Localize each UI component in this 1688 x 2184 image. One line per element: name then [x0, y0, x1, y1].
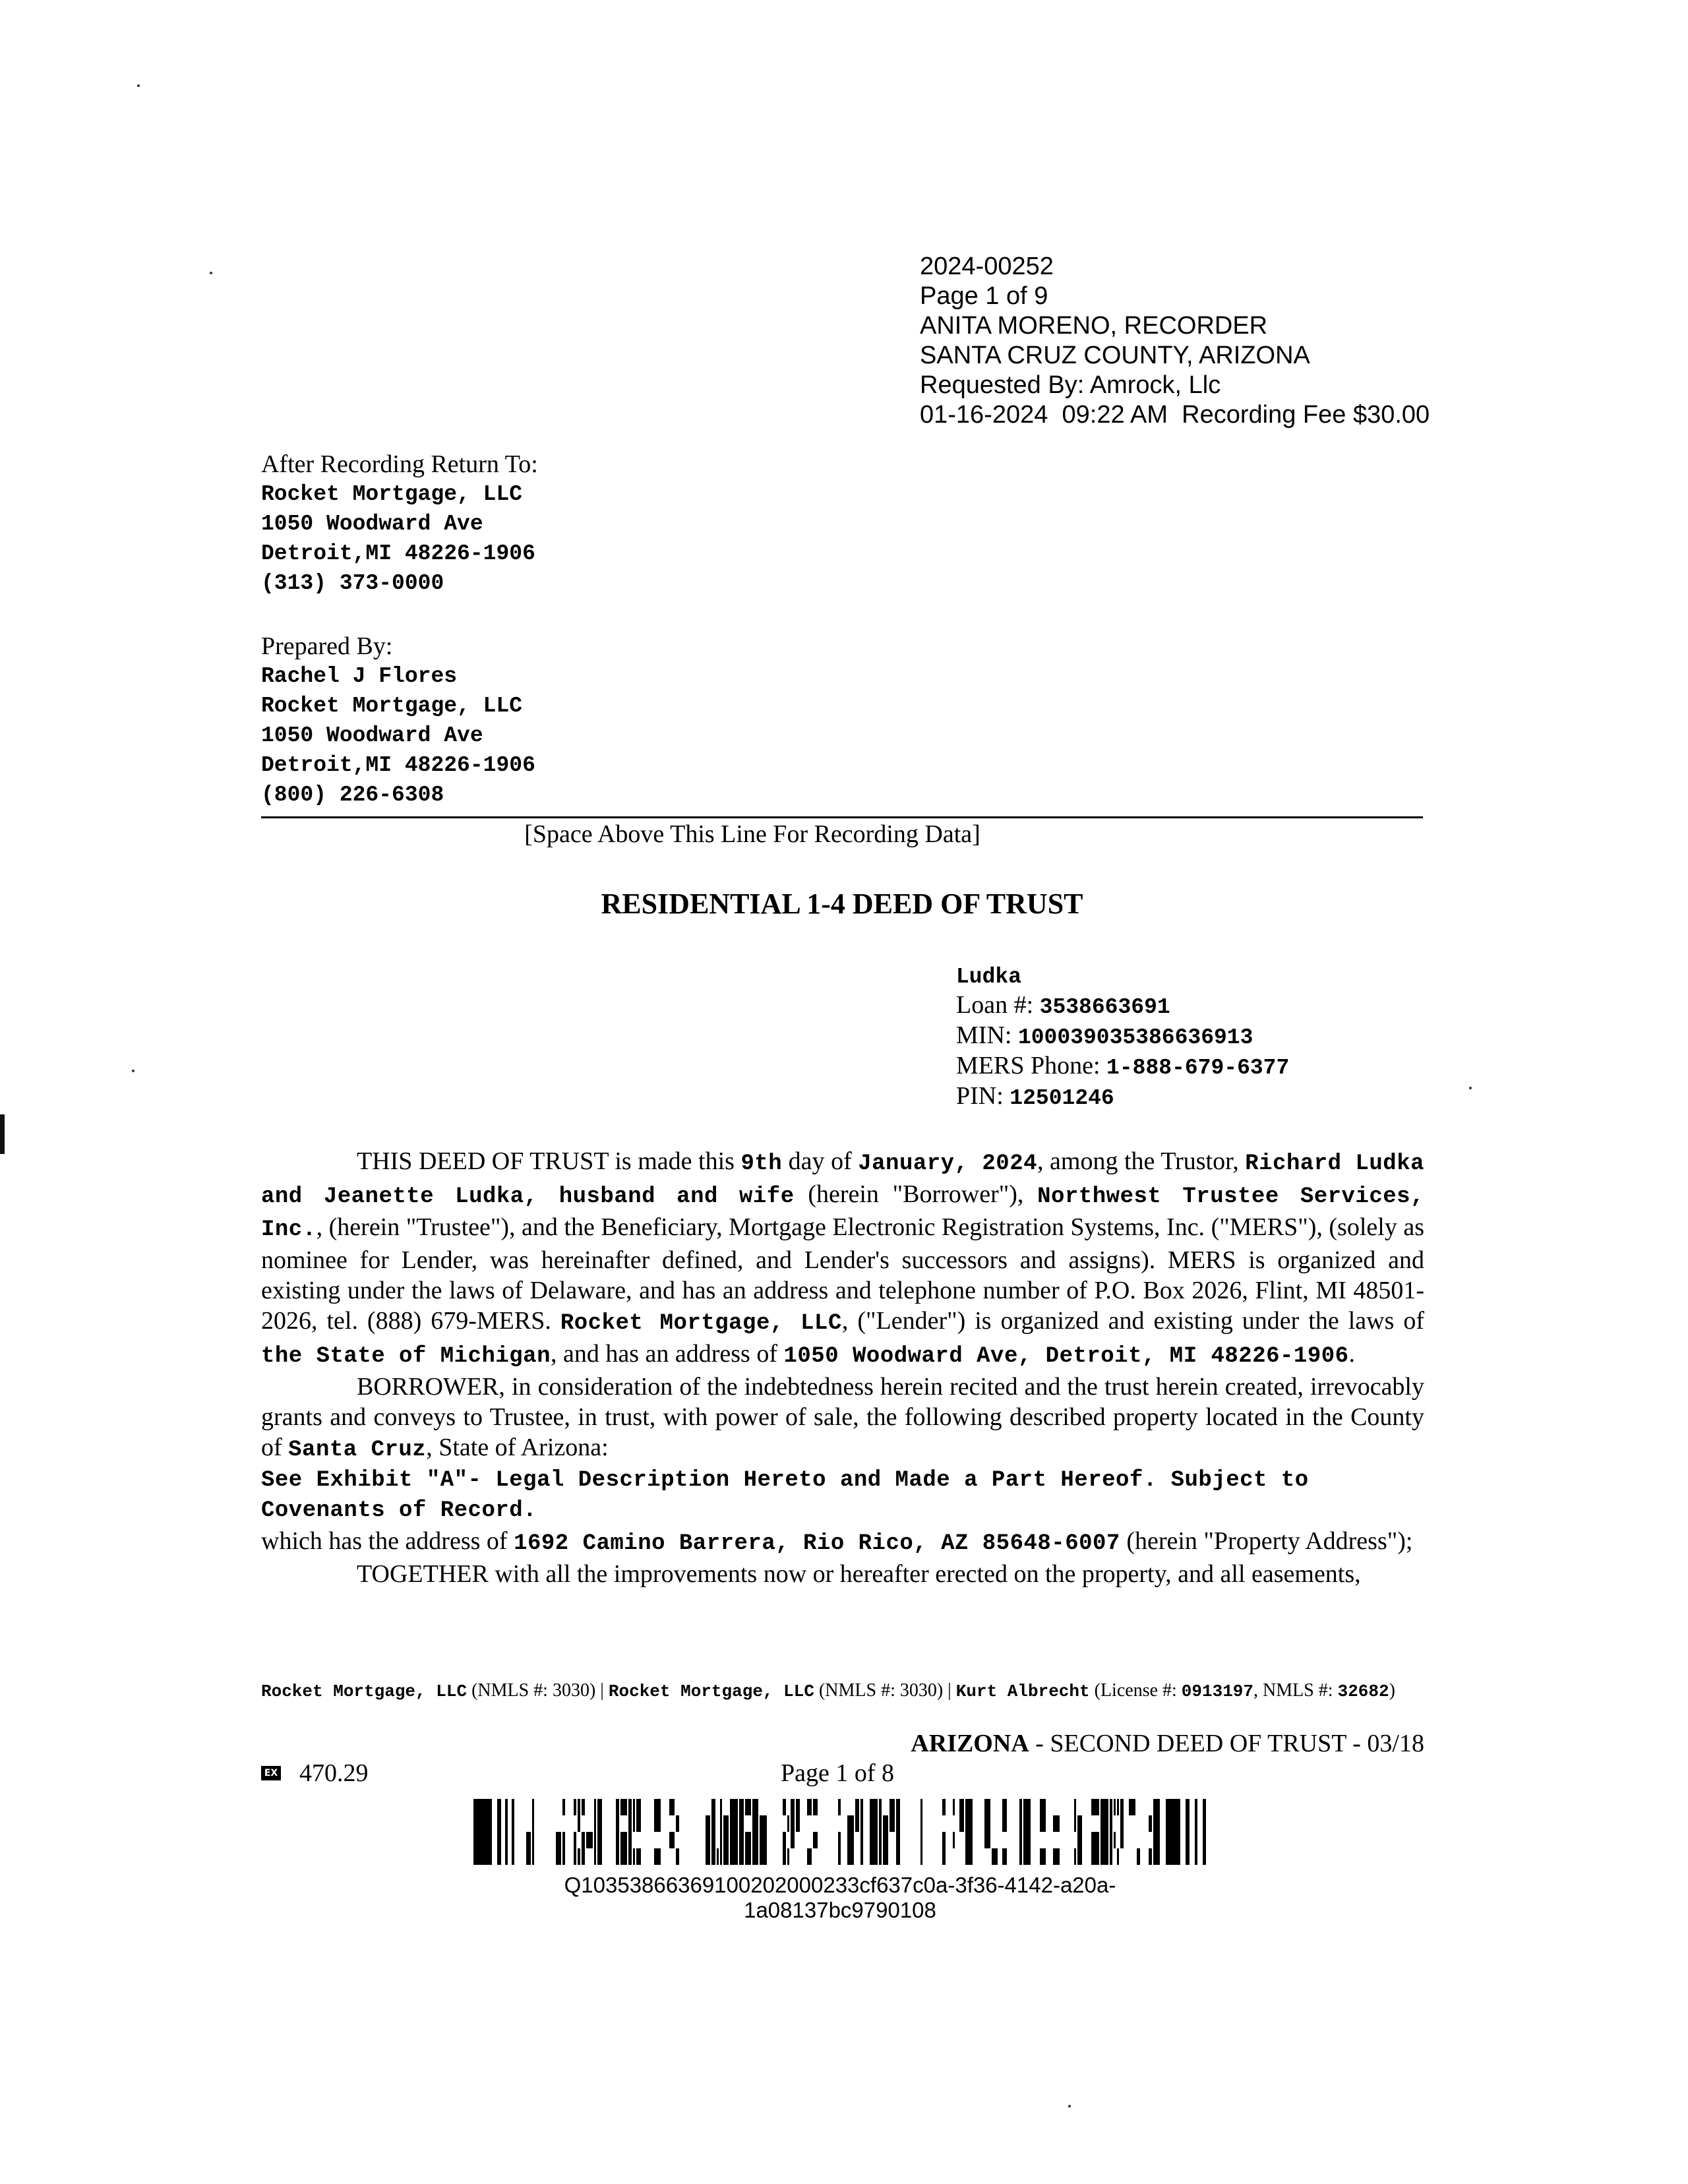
- barcode-bar: [889, 1815, 895, 1832]
- barcode-bar: [711, 1832, 715, 1848]
- barcode-bar: [1023, 1799, 1031, 1815]
- barcode-bar: [586, 1832, 593, 1848]
- lender-address: 1050 Woodward Ave, Detroit, MI 48226-1906: [783, 1344, 1349, 1369]
- barcode-bar: [896, 1848, 900, 1865]
- barcode-bar: [1077, 1832, 1082, 1848]
- barcode-bar: [562, 1799, 565, 1815]
- barcode-bar: [676, 1848, 679, 1865]
- trustee-name: Northwest Trustee Services, Inc.: [261, 1184, 1424, 1242]
- barcode-bar: [855, 1815, 859, 1832]
- barcode-bar: [920, 1815, 922, 1832]
- barcode-bar: [717, 1848, 719, 1865]
- scan-speck: [1469, 1087, 1472, 1089]
- pin-number: 12501246: [1010, 1086, 1114, 1110]
- barcode-bar: [1019, 1815, 1022, 1832]
- barcode-bar: [720, 1832, 722, 1848]
- barcode-bar: [1002, 1815, 1007, 1832]
- barcode-bar: [556, 1832, 561, 1848]
- property-address-paragraph: [261, 1526, 1424, 1559]
- barcode-bar: [1114, 1832, 1116, 1848]
- scan-speck: [137, 84, 140, 87]
- recorder-name: ANITA MORENO, RECORDER: [920, 312, 1268, 340]
- barcode-bar: [526, 1832, 531, 1848]
- barcode-bar: [838, 1832, 841, 1848]
- county-name: SANTA CRUZ COUNTY, ARIZONA: [920, 342, 1310, 369]
- body-text: , and has an address of: [550, 1340, 784, 1368]
- barcode-bar: [669, 1832, 675, 1848]
- barcode-bar: [791, 1799, 795, 1815]
- barcode-bar: [654, 1799, 661, 1815]
- barcode-bar: [813, 1799, 818, 1815]
- barcode-bar: [752, 1799, 758, 1815]
- footer-officer: Kurt Albrecht: [955, 1682, 1090, 1701]
- barcode-bar: [745, 1832, 751, 1848]
- barcode-bar: [616, 1832, 619, 1848]
- barcode-bar: [783, 1832, 786, 1848]
- prepared-by-line: (800) 226-6308: [261, 783, 444, 807]
- barcode-bar: [984, 1832, 990, 1848]
- barcode-bar: [1053, 1848, 1060, 1865]
- barcode-bar: [633, 1799, 635, 1815]
- footer-nmls-number: 32682: [1337, 1682, 1389, 1701]
- body-text: BORROWER, in consideration of the indebtedness herein recited and the trust herein created, irrevocably grants and conveys to Trustee, in trust, with power of sale, the following described property located in the County of: [261, 1373, 1424, 1461]
- barcode-bar: [965, 1832, 973, 1848]
- barcode-bar: [791, 1815, 795, 1832]
- barcode-bar: [870, 1799, 878, 1815]
- barcode-bar: [532, 1815, 534, 1832]
- barcode-bar: [562, 1832, 565, 1848]
- barcode-bar: [720, 1799, 722, 1815]
- barcode-bar: [620, 1848, 627, 1865]
- barcode-bar: [752, 1832, 758, 1848]
- barcode-bar: [984, 1799, 990, 1815]
- barcode-bar: [676, 1815, 679, 1832]
- barcode-bar: [739, 1815, 744, 1832]
- prepared-by-heading: Prepared By:: [261, 632, 393, 660]
- barcode-bar: [1040, 1848, 1046, 1865]
- barcode-bar: [1137, 1848, 1140, 1865]
- barcode-bar: [942, 1848, 946, 1865]
- barcode-bar: [1129, 1799, 1135, 1815]
- form-title: [911, 1729, 1424, 1758]
- doc-code-number: 470.29: [299, 1759, 369, 1787]
- return-to-line: 1050 Woodward Ave: [261, 512, 483, 536]
- barcode-bar: [920, 1832, 922, 1848]
- barcode-bar: [1153, 1815, 1160, 1832]
- barcode-bar: [711, 1848, 715, 1865]
- barcode-bar: [654, 1815, 661, 1832]
- body-text: , ("Lender") is organized and existing under the laws of: [841, 1307, 1424, 1335]
- prepared-by-line: 1050 Woodward Ave: [261, 723, 483, 748]
- body-text: (herein "Borrower"),: [794, 1180, 1038, 1208]
- min-label: MIN:: [956, 1021, 1012, 1049]
- barcode-bar: [959, 1799, 964, 1815]
- barcode-bar: [1019, 1832, 1022, 1848]
- barcode-bar: [1100, 1848, 1108, 1865]
- barcode-bar: [1195, 1799, 1197, 1865]
- prepared-by-line: Rocket Mortgage, LLC: [261, 694, 523, 718]
- barcode-bar: [574, 1848, 576, 1865]
- document-title: RESIDENTIAL 1-4 DEED OF TRUST: [601, 888, 1083, 920]
- barcode-bar: [739, 1799, 744, 1815]
- lender-name: Rocket Mortgage, LLC: [560, 1311, 842, 1336]
- body-text: , (herein "Trustee"), and the Beneficiary, Mortgage Electronic Registration Systems, Inc. ("MERS"), (solely as nominee for Lender, was hereinafter defined, and Lender's successors and assigns). MERS is organized and existing under the laws of Delaware, and has an address and telephone number of P.O. Box 2026, Flint, MI 48501-2026, tel. (888) 679-MERS.: [261, 1213, 1424, 1335]
- footer-nmls: , NMLS #:: [1253, 1680, 1338, 1701]
- barcode-bar: [760, 1832, 767, 1848]
- barcode-bar: [616, 1848, 619, 1865]
- barcode-bar: [594, 1832, 596, 1848]
- barcode-bar: [628, 1832, 632, 1848]
- scan-speck: [210, 272, 212, 274]
- form-name: - SECOND DEED OF TRUST - 03/18: [1029, 1730, 1424, 1757]
- barcode-bar: [730, 1799, 738, 1815]
- return-to-line: Rocket Mortgage, LLC: [261, 482, 523, 506]
- barcode-bar: [896, 1799, 900, 1815]
- barcode-bar: [847, 1832, 854, 1848]
- barcode-bar: [1120, 1815, 1124, 1832]
- barcode-bar: [992, 1848, 998, 1865]
- barcode-bar: [1053, 1815, 1060, 1832]
- barcode-bar: [813, 1832, 818, 1848]
- barcode-bar: [1040, 1815, 1046, 1832]
- barcode-bar: [574, 1799, 576, 1815]
- barcode-bar: [633, 1848, 635, 1865]
- barcode-bar: [870, 1848, 878, 1865]
- barcode-bar: [883, 1815, 888, 1832]
- barcode-bar: [706, 1832, 710, 1848]
- barcode-bar: [860, 1848, 863, 1865]
- barcode-bar: [1040, 1799, 1046, 1815]
- barcode-bar: [636, 1815, 641, 1832]
- barcode-bar: [870, 1832, 878, 1848]
- barcode-bar: [1074, 1799, 1076, 1815]
- barcode-bar: [760, 1848, 767, 1865]
- body-text: , among the Trustor,: [1037, 1147, 1246, 1175]
- barcode-bar: [594, 1799, 596, 1815]
- barcode-bar: [1100, 1815, 1108, 1832]
- barcode-bar: [920, 1848, 922, 1865]
- barcode-bar: [578, 1799, 580, 1815]
- barcode-bar: [920, 1799, 922, 1815]
- together-paragraph: TOGETHER with all the improvements now or hereafter erected on the property, and all easements,: [357, 1560, 1361, 1588]
- barcode-bar: [597, 1848, 602, 1865]
- barcode-bar: [953, 1799, 955, 1815]
- barcode-bar: [896, 1815, 900, 1832]
- barcode-bar: [532, 1832, 534, 1848]
- legal-description: See Exhibit "A"- Legal Description Hereto and Made a Part Hereof. Subject to Covenants of Record.: [261, 1468, 1309, 1523]
- barcode-bar: [628, 1799, 632, 1815]
- barcode-bar: [711, 1799, 715, 1815]
- barcode-bar: [505, 1799, 508, 1865]
- barcode-bar: [1114, 1799, 1116, 1815]
- footer-nmls: (NMLS #: 3030) |: [467, 1680, 609, 1701]
- body-text: .: [1348, 1340, 1356, 1368]
- footer-close: ): [1389, 1680, 1395, 1701]
- barcode-bar: [1166, 1799, 1180, 1865]
- barcode-bar: [562, 1848, 565, 1865]
- barcode-bar: [473, 1799, 492, 1865]
- barcode-bar: [578, 1848, 580, 1865]
- barcode-bar: [745, 1799, 751, 1815]
- barcode-bar: [1153, 1848, 1160, 1865]
- barcode-bar: [739, 1848, 744, 1865]
- barcode-bar: [855, 1799, 859, 1815]
- barcode-bar: [578, 1815, 580, 1832]
- barcode-bar: [526, 1848, 531, 1865]
- barcode-bar: [1023, 1848, 1031, 1865]
- footer-license-number: 0913197: [1181, 1682, 1254, 1701]
- barcode-bar: [1023, 1815, 1031, 1832]
- document-code-icon: EX: [261, 1766, 281, 1780]
- recording-divider: [261, 816, 1423, 818]
- barcode-bar: [1110, 1799, 1112, 1815]
- barcode-bar: [860, 1832, 863, 1848]
- barcode-bar: [787, 1815, 789, 1832]
- barcode-bar: [532, 1799, 534, 1815]
- barcode-bar: [889, 1799, 895, 1815]
- body-text: day of: [782, 1147, 859, 1175]
- deed-body: [261, 1146, 1424, 1589]
- barcode-bar: [783, 1848, 786, 1865]
- barcode-bar: [616, 1799, 619, 1815]
- barcode-bar: [628, 1848, 632, 1865]
- barcode-bar: [730, 1848, 738, 1865]
- barcode-text: Q10353866369100202000233cf637c0a-3f36-4142-a20a-1a08137bc9790108: [564, 1873, 1116, 1922]
- grant-paragraph: [261, 1372, 1424, 1465]
- barcode-bar: [669, 1799, 675, 1815]
- pin-row: [956, 1082, 1289, 1112]
- barcode-bar: [723, 1815, 729, 1832]
- barcode-bar: [616, 1815, 619, 1832]
- barcode-bar: [594, 1815, 596, 1832]
- barcode-bar: [796, 1815, 800, 1832]
- barcode-bar: [582, 1799, 585, 1815]
- barcode-bar: [723, 1848, 729, 1865]
- deed-date: January, 2024: [858, 1151, 1038, 1176]
- barcode-bar: [1074, 1848, 1076, 1865]
- doc-code: [261, 1759, 369, 1788]
- barcode-bar: [1110, 1848, 1112, 1865]
- return-to-line: Detroit,MI 48226-1906: [261, 541, 535, 566]
- barcode-bar: [597, 1832, 602, 1848]
- barcode-bar: [879, 1832, 882, 1848]
- barcode-bar: [620, 1799, 627, 1815]
- recording-caption: [Space Above This Line For Recording Data]: [524, 820, 980, 848]
- barcode-bar: [556, 1848, 561, 1865]
- barcode-bar: [752, 1848, 758, 1865]
- loan-number-row: [956, 991, 1289, 1021]
- footer-lender: Rocket Mortgage, LLC: [261, 1682, 467, 1701]
- barcode-bar: [870, 1815, 878, 1832]
- return-to-block: [261, 450, 538, 598]
- barcode-bar: [706, 1815, 710, 1832]
- barcode-bar: [860, 1815, 863, 1832]
- barcode-bar: [1117, 1799, 1119, 1815]
- barcode-bar: [1149, 1848, 1152, 1865]
- borrower-names: Richard Ludka and Jeanette Ludka, husband and wife: [261, 1151, 1425, 1209]
- body-text: THIS DEED OF TRUST is made this: [357, 1147, 741, 1175]
- footer-lender: Rocket Mortgage, LLC: [608, 1682, 814, 1701]
- barcode-bar: [1153, 1832, 1160, 1848]
- barcode-bar: [730, 1815, 738, 1832]
- barcode-bar: [959, 1815, 964, 1832]
- pin-label: PIN:: [956, 1082, 1004, 1110]
- barcode-bar: [1023, 1832, 1031, 1848]
- barcode-bar: [745, 1848, 751, 1865]
- barcode-bar: [965, 1815, 973, 1832]
- barcode-bar: [796, 1799, 800, 1815]
- property-address: 1692 Camino Barrera, Rio Rico, AZ 85648-6007: [514, 1531, 1120, 1556]
- barcode-bar: [942, 1799, 946, 1815]
- barcode-bar: [883, 1832, 888, 1848]
- prepared-by-line: Rachel J Flores: [261, 664, 458, 688]
- barcode-bar: [1019, 1799, 1022, 1815]
- barcode-bar: [1100, 1832, 1108, 1848]
- barcode-bar: [512, 1799, 514, 1865]
- body-text: , State of Arizona:: [426, 1434, 609, 1461]
- borrower-surname: Ludka: [956, 965, 1022, 989]
- barcode-bar: [1091, 1832, 1099, 1848]
- barcode-bar: [879, 1799, 882, 1815]
- barcode-bar: [730, 1832, 738, 1848]
- barcode-bar: [1077, 1815, 1082, 1832]
- barcode-bar: [597, 1799, 602, 1815]
- barcode-bar: [965, 1799, 973, 1815]
- barcode-bar: [1149, 1815, 1152, 1832]
- barcode-bar: [1091, 1848, 1099, 1865]
- barcode-bar: [654, 1848, 661, 1865]
- barcode-bar: [636, 1799, 641, 1815]
- loan-info-block: [956, 963, 1289, 1112]
- barcode-bar: [942, 1832, 946, 1848]
- stamp-page-count: Page 1 of 9: [920, 282, 1048, 310]
- barcode-bar: [807, 1799, 812, 1815]
- barcode-bar: [706, 1848, 710, 1865]
- scan-edge-mark: [0, 1114, 5, 1154]
- min-row: [956, 1021, 1289, 1052]
- barcode-bar: [883, 1848, 888, 1865]
- prepared-by-line: Detroit,MI 48226-1906: [261, 753, 535, 777]
- barcode-bar: [633, 1815, 635, 1832]
- barcode-bar: [636, 1848, 641, 1865]
- barcode-bar: [532, 1848, 534, 1865]
- footer-nmls: (NMLS #: 3030) |: [814, 1680, 956, 1701]
- barcode-bar: [787, 1848, 789, 1865]
- prepared-by-block: [261, 632, 535, 810]
- return-to-heading: After Recording Return To:: [261, 450, 538, 478]
- barcode-bar: [723, 1832, 729, 1848]
- barcode-bar: [1091, 1799, 1099, 1815]
- body-text: (herein "Property Address");: [1120, 1527, 1413, 1555]
- barcode-bar: [574, 1832, 576, 1848]
- barcode-bar: [847, 1815, 854, 1832]
- opening-paragraph: [261, 1146, 1424, 1372]
- barcode-bar: [711, 1815, 715, 1832]
- barcode-bar: [594, 1848, 596, 1865]
- page-number: Page 1 of 8: [781, 1759, 895, 1787]
- barcode-bar: [838, 1848, 841, 1865]
- barcode-bar: [582, 1832, 585, 1848]
- barcode-bar: [1100, 1799, 1108, 1815]
- barcode-bar: [1110, 1815, 1112, 1832]
- barcode-bar: [628, 1815, 632, 1832]
- min-number: 100039035386636913: [1017, 1025, 1253, 1050]
- requested-by: Requested By: Amrock, Llc: [920, 371, 1221, 399]
- barcode-bar: [620, 1832, 627, 1848]
- barcode-bar: [1120, 1799, 1124, 1815]
- barcode-bar: [1153, 1799, 1160, 1815]
- barcode-bar: [752, 1815, 758, 1832]
- barcode-bar: [847, 1848, 854, 1865]
- mers-phone-label: MERS Phone:: [956, 1052, 1100, 1079]
- barcode-bar: [1074, 1815, 1076, 1832]
- barcode-bar: [879, 1815, 882, 1832]
- footer-license-label: (License #:: [1089, 1680, 1182, 1701]
- barcode-bar: [1117, 1848, 1119, 1865]
- form-state: ARIZONA: [911, 1730, 1029, 1757]
- barcode-bar: [1019, 1848, 1022, 1865]
- barcode-bar: [1203, 1799, 1206, 1865]
- barcode-bar: [497, 1799, 501, 1865]
- barcode-bar: [1120, 1832, 1124, 1848]
- lender-state: the State of Michigan: [261, 1344, 551, 1369]
- scan-speck: [1068, 2105, 1071, 2108]
- barcode-bar: [783, 1799, 786, 1815]
- barcode-bar: [760, 1815, 767, 1832]
- barcode-bar: [807, 1848, 812, 1865]
- barcode-bar: [1002, 1848, 1007, 1865]
- loan-number-label: Loan #:: [956, 991, 1034, 1019]
- barcode-bar: [896, 1832, 900, 1848]
- barcode-bar: [597, 1815, 602, 1832]
- barcode-bar: [791, 1832, 795, 1848]
- scan-speck: [132, 1070, 135, 1072]
- lender-nmls-footer: [261, 1678, 1424, 1704]
- deed-day: 9th: [740, 1151, 783, 1176]
- barcode-bar: [1110, 1832, 1112, 1848]
- body-text: which has the address of: [261, 1527, 514, 1555]
- county: Santa Cruz: [288, 1438, 427, 1463]
- mers-phone-row: [956, 1052, 1289, 1082]
- barcode-bar: [582, 1848, 585, 1865]
- mers-phone: 1-888-679-6377: [1106, 1056, 1290, 1080]
- barcode-bar: [720, 1848, 722, 1865]
- barcode-bar: [879, 1848, 882, 1865]
- recording-stamp: [920, 252, 1430, 430]
- barcode-bar: [953, 1832, 955, 1848]
- barcode-bar: [720, 1815, 722, 1832]
- barcode-bar: [1002, 1799, 1007, 1815]
- barcode-bar: [984, 1815, 990, 1832]
- barcode-bar: [739, 1832, 744, 1848]
- document-number: 2024-00252: [920, 253, 1054, 280]
- loan-number: 3538663691: [1039, 995, 1170, 1019]
- barcode-bar: [860, 1799, 863, 1815]
- barcode-bar: [965, 1848, 973, 1865]
- return-to-line: (313) 373-0000: [261, 571, 444, 595]
- recording-datetime-fee: 01-16-2024 09:22 AM Recording Fee $30.00: [920, 401, 1430, 429]
- barcode: [473, 1799, 1207, 1871]
- barcode-bar: [1077, 1848, 1082, 1865]
- barcode-bar: [838, 1799, 841, 1815]
- barcode-bar: [1186, 1799, 1190, 1865]
